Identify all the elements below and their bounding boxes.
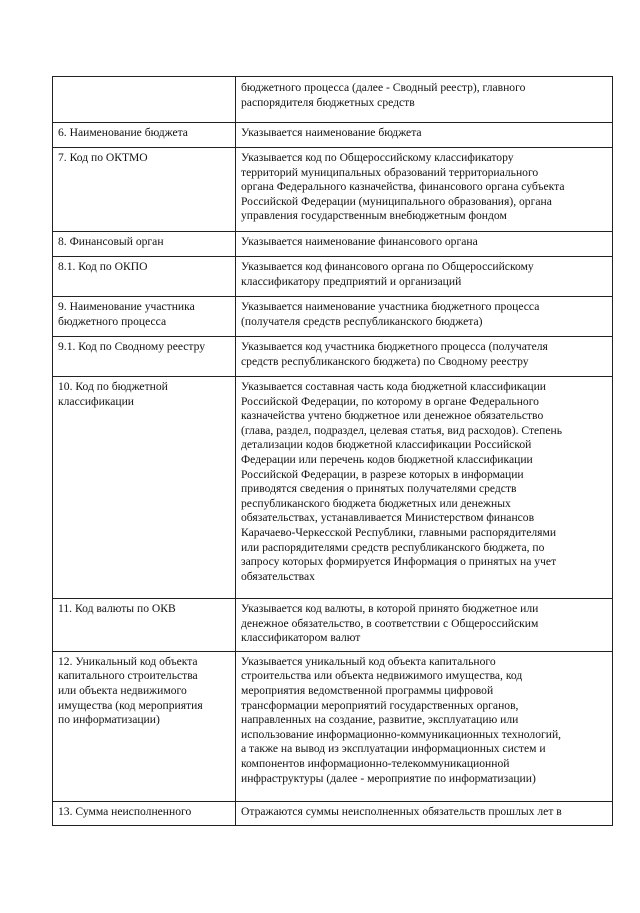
table-row: [53, 257, 613, 297]
field-description-cell: Указывается код валюты, в которой принято бюджетное или денежное обязательство, в соответствии с Общероссийским классификатором валют: [236, 599, 613, 652]
field-name-cell: 10. Код по бюджетной классификации: [53, 377, 236, 599]
field-name-cell: 9. Наименование участника бюджетного процесса: [53, 297, 236, 337]
table-row: [53, 337, 613, 377]
document-table: [52, 76, 613, 826]
field-description-cell: Указывается код участника бюджетного процесса (получателя средств республиканского бюджета) по Сводному реестру: [236, 337, 613, 377]
table-row: [53, 801, 613, 825]
field-description-cell: Указывается код финансового органа по Общероссийскому классификатору предприятий и организаций: [236, 257, 613, 297]
table-row: [53, 297, 613, 337]
field-description-cell: Указывается наименование участника бюджетного процесса (получателя средств республиканского бюджета): [236, 297, 613, 337]
field-description-cell: Указывается уникальный код объекта капитального строительства или объекта недвижимого имущества, код мероприятия ведомственной программы цифровой трансформации мероприятий государственных органов, направленных на создание, развитие, эксплуатацию или использование информационно-коммуникационных технологий, а также на вывод из эксплуатации информационных систем и компонентов информационно-телекоммуникационной инфраструктуры (далее - мероприятие по информатизации): [236, 651, 613, 801]
field-name-cell: 13. Сумма неисполненного: [53, 801, 236, 825]
table-row: [53, 599, 613, 652]
table-row: [53, 148, 613, 232]
field-description-cell: Указывается составная часть кода бюджетной классификации Российской Федерации, по которому в органе Федерального казначейства учтено бюджетное или денежное обязательство (глава, раздел, подраздел, целевая статья, вид расходов). Степень детализации кодов бюджетной классификации Российской Федерации или перечень кодов бюджетной классификации Российской Федерации, в разрезе которых в информации приводятся сведения о принятых получателями средств республиканского бюджета бюджетных или денежных обязательствах, устанавливается Министерством финансов Карачаево-Черкесской Республики, главными распорядителями или распорядителями средств республиканского бюджета, по запросу которых формируется Информация о принятых на учет обязательствах: [236, 377, 613, 599]
field-description-cell: Указывается наименование бюджета: [236, 123, 613, 148]
field-name-cell: 6. Наименование бюджета: [53, 123, 236, 148]
field-name-cell: 11. Код валюты по ОКВ: [53, 599, 236, 652]
field-description-cell: Отражаются суммы неисполненных обязательств прошлых лет в: [236, 801, 613, 825]
table-row: [53, 232, 613, 257]
field-name-cell: [53, 77, 236, 123]
field-name-cell: 8. Финансовый орган: [53, 232, 236, 257]
field-description-cell: Указывается код по Общероссийскому классификатору территорий муниципальных образований территориального органа Федерального казначейства, финансового органа субъекта Российской Федерации (муниципального образования), органа управления государственным внебюджетным фондом: [236, 148, 613, 232]
table-row: [53, 123, 613, 148]
table-row: [53, 77, 613, 123]
field-description-cell: бюджетного процесса (далее - Сводный реестр), главного распорядителя бюджетных средств: [236, 77, 613, 123]
table-row: [53, 377, 613, 599]
table-row: [53, 651, 613, 801]
field-description-cell: Указывается наименование финансового органа: [236, 232, 613, 257]
field-name-cell: 12. Уникальный код объекта капитального строительства или объекта недвижимого имущества (код мероприятия по информатизации): [53, 651, 236, 801]
field-name-cell: 7. Код по ОКТМО: [53, 148, 236, 232]
field-name-cell: 8.1. Код по ОКПО: [53, 257, 236, 297]
field-name-cell: 9.1. Код по Сводному реестру: [53, 337, 236, 377]
